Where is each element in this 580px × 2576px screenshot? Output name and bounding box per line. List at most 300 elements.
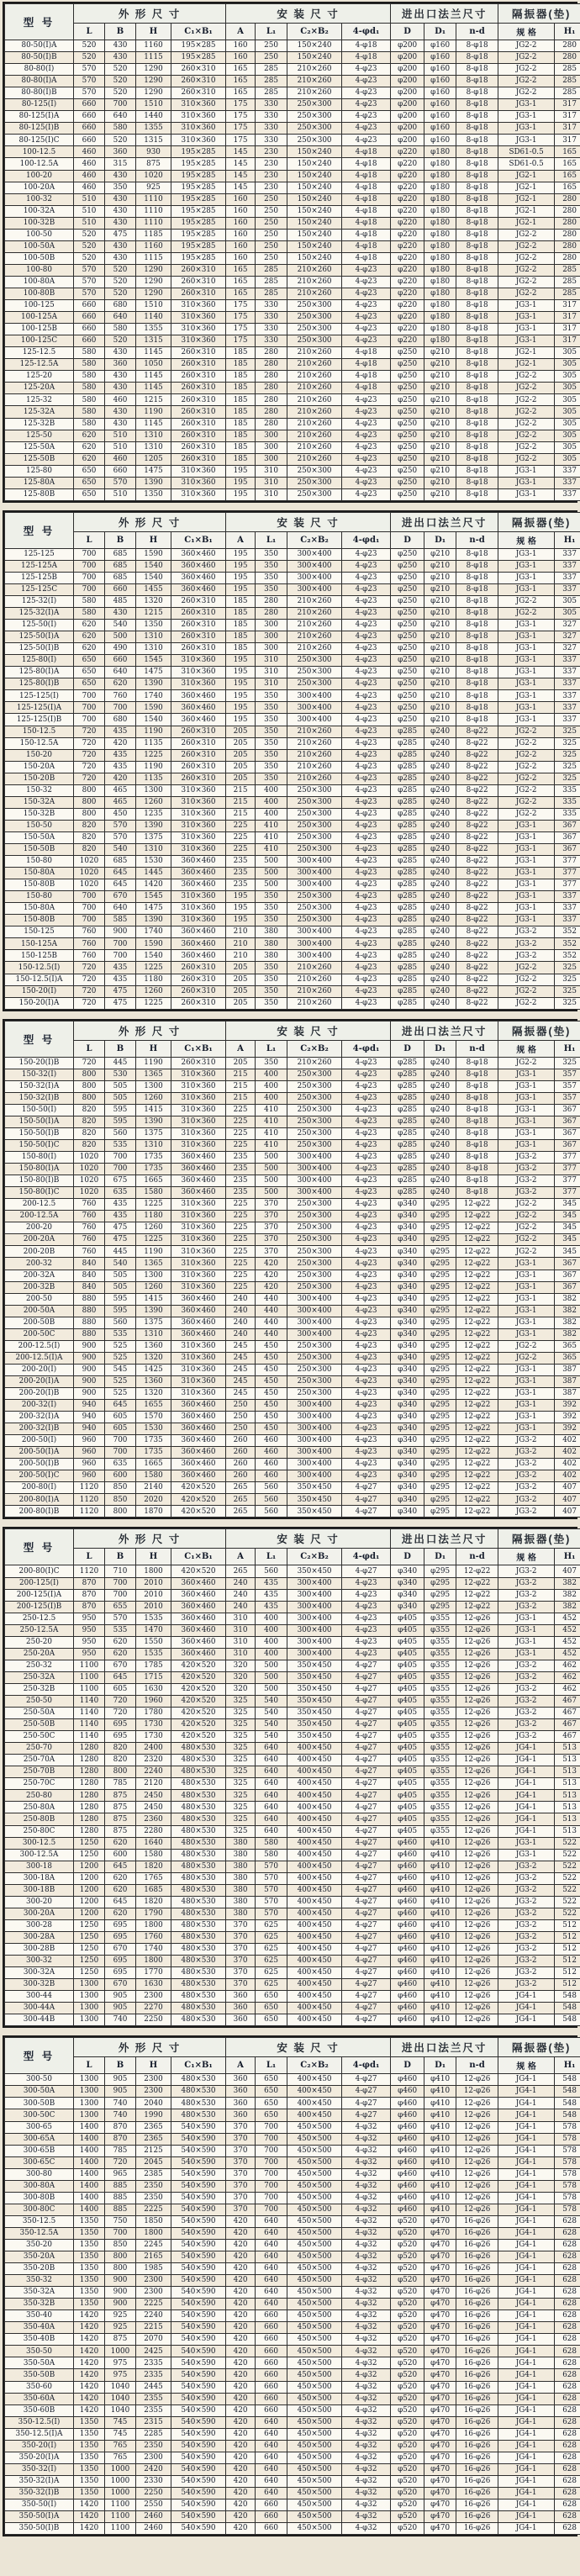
table-cell: φ460 [391,1919,424,1931]
table-cell: 4-φ18 [342,217,391,229]
table-cell: 12-φ26 [456,2086,498,2098]
table-cell: 4-φ23 [342,1116,391,1127]
table-cell: 2300 [136,2086,171,2098]
table-cell: 300 [256,430,287,441]
table-cell: 925 [105,2310,136,2322]
column-subheader-10: D₁ [424,24,456,40]
table-cell: JG3-1 [498,1305,555,1317]
table-cell: 628 [555,2263,580,2275]
table-cell: JG2-2 [498,608,555,620]
table-cell: JG2-2 [498,784,555,796]
table-cell: 625 [256,1931,287,1943]
table-row [5,548,580,560]
table-cell: 210×260 [287,773,342,784]
table-cell: φ285 [391,761,424,773]
table-row [5,1317,580,1328]
table-cell: JG3-1 [498,915,555,926]
table-cell: 4-φ27 [342,1731,391,1743]
table-cell: 350 [256,726,287,737]
table-cell: φ250 [391,678,424,690]
table-cell: 160 [226,52,256,64]
table-cell: φ410 [424,1884,456,1896]
model-cell: 350-40B [5,2334,74,2346]
table-cell: 510 [105,488,136,500]
table-cell: φ520 [391,2475,424,2487]
table-cell: 885 [105,2192,136,2204]
model-cell: 150-80(I)B [5,1175,74,1187]
table-row [5,2463,580,2475]
table-cell: 4-φ23 [342,1222,391,1234]
table-cell: 620 [105,1908,136,1919]
table-cell: 350×450 [287,1494,342,1506]
table-cell: φ520 [391,2275,424,2287]
table-cell: φ285 [391,1127,424,1139]
table-cell: 195 [226,560,256,572]
table-cell: 310×360 [171,796,226,808]
table-cell: JG3-1 [498,1281,555,1293]
model-cell: 125-12.5 [5,347,74,359]
table-cell: 540×590 [171,2452,226,2463]
table-cell: 195×285 [171,193,226,205]
table-row [5,1755,580,1766]
table-cell: φ410 [424,1872,456,1884]
table-cell: φ520 [391,2393,424,2404]
table-cell: 345 [555,1199,580,1211]
table-cell: φ470 [424,2523,456,2535]
table-row [5,99,580,111]
table-cell: 310×360 [171,915,226,926]
model-cell: 100-125 [5,300,74,312]
table-cell: 310×360 [171,335,226,347]
table-cell: 4-φ23 [342,1305,391,1317]
column-subheader-11: n-d [456,531,498,548]
table-cell: 235 [226,868,256,879]
table-cell: 8-φ18 [456,394,498,406]
table-cell: JG3-1 [498,1293,555,1305]
table-row [5,1412,580,1423]
table-cell: 195 [226,583,256,595]
table-cell: 1350 [74,2452,105,2463]
table-cell: 370 [226,1967,256,1979]
table-cell: 310×360 [171,1387,226,1399]
table-cell: 1160 [136,240,171,252]
table-cell: 325 [226,1731,256,1743]
table-cell: 1440 [136,111,171,123]
table-cell: 467 [555,1731,580,1743]
table-cell: 2010 [136,1601,171,1613]
table-cell: JG3-1 [498,1116,555,1127]
table-cell: 695 [105,1731,136,1743]
table-cell: 628 [555,2239,580,2251]
table-cell: 160 [226,240,256,252]
table-cell: JG4-1 [498,2192,555,2204]
table-cell: 525 [105,1387,136,1399]
model-cell: 300-50A [5,2086,74,2098]
table-cell: 310×360 [171,1222,226,1234]
table-cell: 1145 [136,371,171,383]
table-cell: 430 [105,52,136,64]
table-row [5,868,580,879]
model-cell: 200-32A [5,1270,74,1281]
model-cell: 350-32B [5,2299,74,2310]
table-cell: 335 [555,796,580,808]
table-cell: φ220 [391,205,424,217]
table-cell: 700 [256,2168,287,2180]
table-cell: 900 [74,1352,105,1364]
table-cell: 4-φ23 [342,962,391,974]
table-row [5,111,580,123]
table-cell: JG2-2 [498,240,555,252]
table-cell: 545 [105,1364,136,1375]
table-cell: 485 [105,596,136,608]
table-cell: 250×300 [287,1387,342,1399]
table-cell: 2215 [136,2322,171,2334]
table-cell: 300×400 [287,1447,342,1459]
table-cell: JG2-1 [498,170,555,182]
table-cell: 16-φ26 [456,2275,498,2287]
table-cell: 628 [555,2511,580,2523]
table-cell: 210×260 [287,383,342,394]
table-cell: 420 [226,2239,256,2251]
table-cell: 210×260 [287,985,342,997]
table-cell: 325 [555,737,580,749]
table-cell: 4-φ32 [342,2156,391,2168]
table-cell: 640 [256,1825,287,1837]
table-cell: 250×300 [287,1246,342,1258]
table-cell: φ520 [391,2369,424,2381]
table-cell: 540×590 [171,2251,226,2263]
table-cell: 370 [226,2145,256,2156]
table-cell: 1420 [74,2334,105,2346]
table-cell: 430 [105,40,136,52]
table-cell: 1310 [136,643,171,655]
table-cell: 225 [226,1199,256,1211]
table-cell: φ160 [424,76,456,87]
table-cell: 720 [105,1696,136,1708]
table-cell: 337 [555,560,580,572]
table-cell: 4-φ23 [342,714,391,726]
table-cell: 1020 [136,170,171,182]
model-cell: 350-60 [5,2381,74,2393]
table-row [5,1435,580,1447]
table-cell: 12-φ26 [456,1943,498,1955]
table-cell: 4-φ23 [342,1624,391,1636]
table-cell: 462 [555,1683,580,1695]
table-cell: 205 [226,726,256,737]
table-cell: 4-φ32 [342,2299,391,2310]
table-cell: 4-φ27 [342,1565,391,1577]
table-cell: φ160 [424,99,456,111]
table-cell: 352 [555,950,580,962]
table-cell: 1190 [136,1057,171,1069]
table-cell: φ220 [391,288,424,299]
table-cell: JG3-2 [498,1506,555,1518]
table-cell: JG2-2 [498,796,555,808]
table-cell: 645 [105,868,136,879]
table-cell: 4-φ27 [342,2003,391,2014]
table-cell: 1350 [74,2251,105,2263]
table-cell: 310×360 [171,99,226,111]
table-cell: φ210 [424,441,456,453]
table-cell: φ470 [424,2452,456,2463]
table-cell: 410 [256,1116,287,1127]
table-cell: 1350 [74,2215,105,2227]
table-cell: 230 [256,182,287,193]
table-cell: 4-φ32 [342,2263,391,2275]
table-cell: 325 [555,985,580,997]
table-cell: φ295 [424,1199,456,1211]
table-cell: 1740 [136,926,171,938]
table-cell: 280 [256,596,287,608]
table-cell: φ460 [391,2192,424,2204]
table-cell: φ355 [424,1755,456,1766]
table-cell: JG4-1 [498,2239,555,2251]
table-cell: JG2-2 [498,252,555,264]
table-cell: φ240 [424,844,456,856]
table-cell: 535 [105,1624,136,1636]
table-cell: 305 [555,453,580,465]
table-cell: 360×460 [171,1577,226,1589]
table-cell: 16-φ26 [456,2487,498,2499]
table-cell: 300×400 [287,1305,342,1317]
table-cell: 175 [226,324,256,335]
table-cell: JG4-1 [498,1778,555,1790]
table-cell: 8-φ18 [456,596,498,608]
table-cell: 4-φ23 [342,1636,391,1648]
table-cell: 12-φ26 [456,2204,498,2215]
table-cell: 4-φ23 [342,1127,391,1139]
table-cell: 548 [555,2003,580,2014]
table-cell: 210×260 [287,1057,342,1069]
table-cell: 4-φ23 [342,1069,391,1080]
table-cell: 360×460 [171,690,226,702]
table-cell: 235 [226,1164,256,1175]
table-cell: 280 [256,418,287,430]
table-cell: 628 [555,2404,580,2416]
table-cell: φ470 [424,2416,456,2428]
table-cell: φ210 [424,714,456,726]
table-cell: 560 [256,1506,287,1518]
table-cell: 2450 [136,1790,171,1802]
table-cell: φ410 [424,2121,456,2133]
model-cell: 350-32(I)A [5,2475,74,2487]
table-cell: 650 [74,488,105,500]
table-row [5,572,580,583]
table-cell: 305 [555,441,580,453]
table-cell: 650 [256,2014,287,2026]
table-cell: φ200 [391,135,424,146]
table-cell: φ405 [391,1743,424,1755]
table-cell: 580 [105,324,136,335]
column-group-header-3: 进出口法兰尺寸 [391,2038,498,2057]
table-cell: JG3-1 [498,1069,555,1080]
table-cell: 1280 [74,1778,105,1790]
table-cell: 2070 [136,2334,171,2346]
table-cell: φ410 [424,2133,456,2145]
table-cell: φ220 [391,335,424,347]
table-cell: 1140 [74,1696,105,1708]
column-subheader-5: A [226,1549,256,1565]
table-cell: 250×300 [287,1116,342,1127]
table-cell: 8-φ18 [456,64,498,76]
table-cell: 1280 [74,1825,105,1837]
table-cell: 450×500 [287,2416,342,2428]
table-cell: 4-φ23 [342,726,391,737]
table-cell: 160 [226,229,256,240]
table-cell: 325 [226,1813,256,1825]
table-cell: 4-φ32 [342,2121,391,2133]
table-cell: 450×500 [287,2452,342,2463]
table-cell: φ295 [424,1352,456,1364]
model-cell: 300-18 [5,1861,74,1872]
table-cell: JG3-1 [498,1400,555,1412]
table-cell: 1390 [136,1116,171,1127]
table-cell: 165 [555,158,580,170]
table-cell: 12-φ26 [456,1790,498,1802]
table-cell: 820 [105,1743,136,1755]
table-cell: 760 [74,1199,105,1211]
table-cell: 325 [555,997,580,1009]
table-cell: 400×450 [287,2098,342,2109]
model-cell: 200-20(I) [5,1364,74,1375]
table-cell: 225 [226,1104,256,1116]
table-cell: φ285 [391,726,424,737]
table-cell: 660 [256,2523,287,2535]
table-cell: 16-φ26 [456,2404,498,2416]
table-cell: 317 [555,312,580,324]
table-cell: 400×450 [287,1919,342,1931]
table-cell: 8-φ18 [456,667,498,678]
table-cell: 512 [555,1919,580,1931]
table-cell: 800 [74,1092,105,1104]
column-subheader-2: B [105,2057,136,2074]
table-cell: JG4-1 [498,2227,555,2239]
table-cell: 12-φ26 [456,2180,498,2192]
table-cell: 760 [105,690,136,702]
table-cell: 4-φ32 [342,2227,391,2239]
table-cell: 640 [256,2416,287,2428]
table-cell: 655 [105,1601,136,1613]
table-cell: JG3-2 [498,1884,555,1896]
table-row [5,371,580,383]
table-cell: φ340 [391,1589,424,1601]
table-cell: 500 [256,1175,287,1187]
table-cell: 250×300 [287,831,342,843]
table-cell: JG3-1 [498,1364,555,1375]
model-cell: 150-80(I)A [5,1164,74,1175]
table-cell: 513 [555,1813,580,1825]
table-cell: 165 [226,276,256,288]
table-cell: 700 [74,714,105,726]
table-cell: JG3-1 [498,548,555,560]
table-cell: 628 [555,2428,580,2440]
table-cell: 460 [256,1470,287,1482]
table-cell: 320 [226,1671,256,1683]
table-cell: φ470 [424,2299,456,2310]
table-row [5,714,580,726]
table-cell: 960 [74,1459,105,1470]
table-cell: 250×300 [287,1092,342,1104]
table-cell: 310×360 [171,1127,226,1139]
table-row [5,2393,580,2404]
table-cell: 500 [256,1187,287,1199]
table-cell: 540×590 [171,2121,226,2133]
table-cell: 8-φ18 [456,170,498,182]
table-cell: φ470 [424,2487,456,2499]
table-cell: 310×360 [171,324,226,335]
table-row [5,2523,580,2535]
table-cell: φ410 [424,1991,456,2003]
table-cell: 150×240 [287,52,342,64]
table-row [5,76,580,87]
table-cell: φ285 [391,1164,424,1175]
table-cell: 640 [256,2452,287,2463]
table-cell: 520 [74,40,105,52]
table-cell: 195×285 [171,229,226,240]
table-cell: 1350 [74,2287,105,2299]
table-row [5,1506,580,1518]
table-cell: JG2-2 [498,761,555,773]
table-cell: 8-φ18 [456,87,498,99]
table-cell: φ160 [424,87,456,99]
table-cell: 700 [256,2133,287,2145]
table-cell: 225 [226,844,256,856]
table-cell: 280 [256,383,287,394]
model-cell: 200-20(I)A [5,1375,74,1387]
table-cell: 360 [226,2098,256,2109]
table-cell: φ220 [391,158,424,170]
model-cell: 150-50 [5,820,74,831]
table-cell: φ355 [424,1683,456,1695]
table-cell: 310×360 [171,1116,226,1127]
table-cell: 4-φ23 [342,1057,391,1069]
table-cell: 1140 [74,1731,105,1743]
table-cell: 352 [555,938,580,950]
table-cell: 1110 [136,193,171,205]
table-cell: φ295 [424,1281,456,1293]
table-cell: 150×240 [287,229,342,240]
table-cell: 4-φ27 [342,1719,391,1731]
table-row [5,2003,580,2014]
table-cell: JG3-1 [498,111,555,123]
table-cell: 400×450 [287,1849,342,1861]
table-cell: 360 [226,2074,256,2086]
table-cell: 420 [226,2487,256,2499]
table-cell: 450×500 [287,2239,342,2251]
table-cell: φ295 [424,1423,456,1435]
table-cell: φ180 [424,193,456,205]
table-cell: 210×260 [287,620,342,631]
table-cell: 352 [555,926,580,938]
table-cell: φ340 [391,1211,424,1222]
table-cell: 450×500 [287,2180,342,2192]
table-cell: 4-φ23 [342,1234,391,1246]
table-cell: φ405 [391,1766,424,1778]
table-cell: 420 [226,2215,256,2227]
table-cell: 660 [74,135,105,146]
table-cell: JG2-2 [498,1340,555,1352]
table-cell: 250×300 [287,1104,342,1116]
table-cell: φ470 [424,2275,456,2287]
table-cell: 720 [74,737,105,749]
table-cell: φ250 [391,383,424,394]
table-cell: φ460 [391,1896,424,1908]
table-cell: 800 [105,1506,136,1518]
column-subheader-10: D₁ [424,1549,456,1565]
table-cell: 350 [256,915,287,926]
table-cell: φ210 [424,690,456,702]
table-cell: 367 [555,1258,580,1270]
